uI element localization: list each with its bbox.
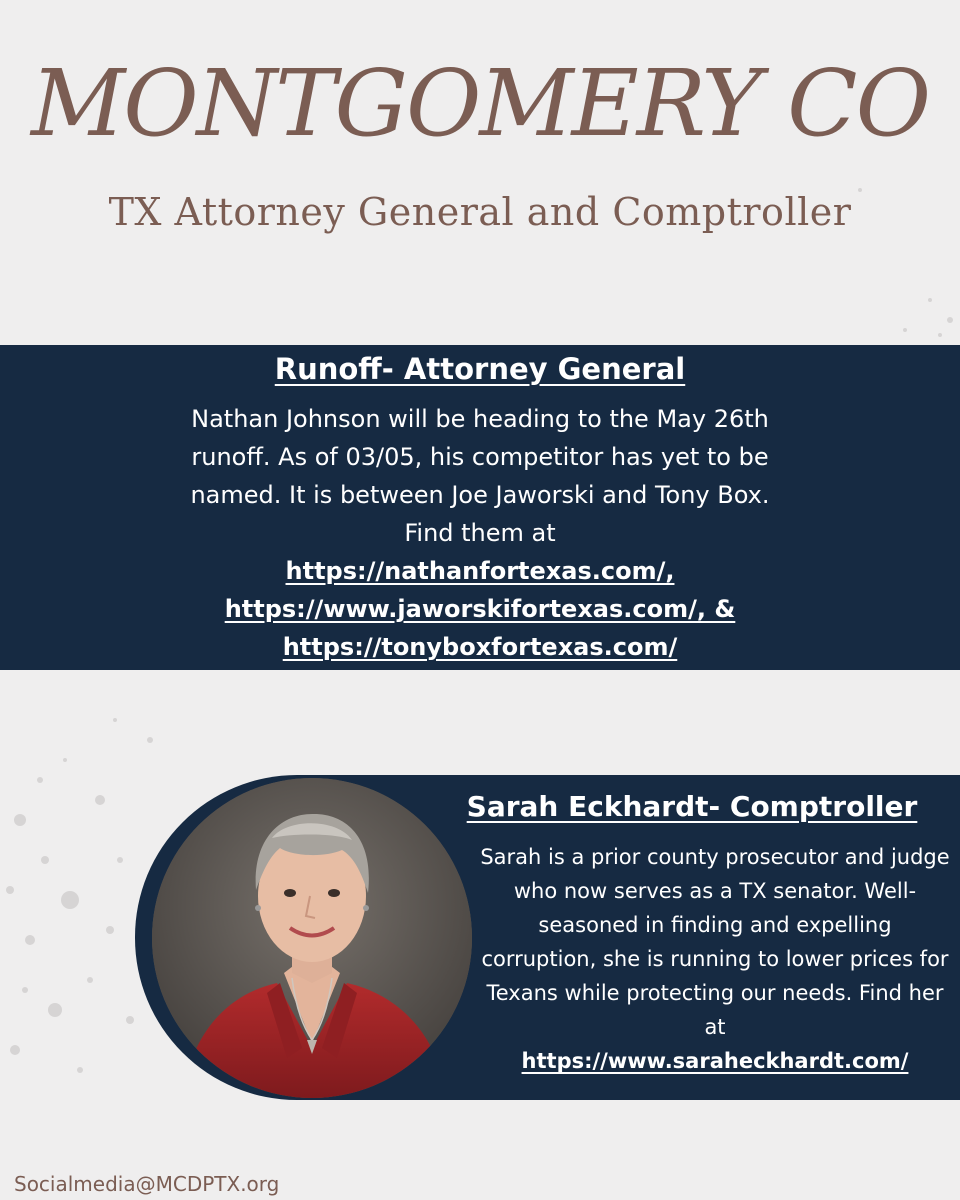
comptroller-text: Sarah is a prior county prosecutor and judge who now serves as a TX senator. Well-seasoned in finding and expelling corruption, she is running to lower prices for Texans while protecting our needs. Find her at <box>480 845 950 1039</box>
comptroller-body <box>480 840 950 1078</box>
joe-jaworski-link[interactable]: https://www.jaworskifortexas.com/, & <box>224 595 736 623</box>
footer-email[interactable]: Socialmedia@MCDPTX.org <box>14 1172 280 1196</box>
comptroller-heading: Sarah Eckhardt- Comptroller <box>466 790 918 823</box>
portrait-illustration <box>152 778 472 1098</box>
sarah-eckhardt-link[interactable]: https://www.saraheckhardt.com/ <box>521 1049 909 1073</box>
page-title: MONTGOMERY CO <box>31 50 929 157</box>
page-subtitle: TX Attorney General and Comptroller <box>108 190 852 234</box>
attorney-general-text: Nathan Johnson will be heading to the May 26th runoff. As of 03/05, his competitor has yet to be named. It is between Joe Jaworski and Tony Box. Find them at <box>190 405 770 547</box>
attorney-general-heading: Runoff- Attorney General <box>274 352 686 386</box>
attorney-general-body <box>170 400 790 666</box>
tony-box-link[interactable]: https://tonyboxfortexas.com/ <box>282 633 678 661</box>
candidate-photo <box>152 778 472 1098</box>
nathan-johnson-link[interactable]: https://nathanfortexas.com/, <box>285 557 675 585</box>
